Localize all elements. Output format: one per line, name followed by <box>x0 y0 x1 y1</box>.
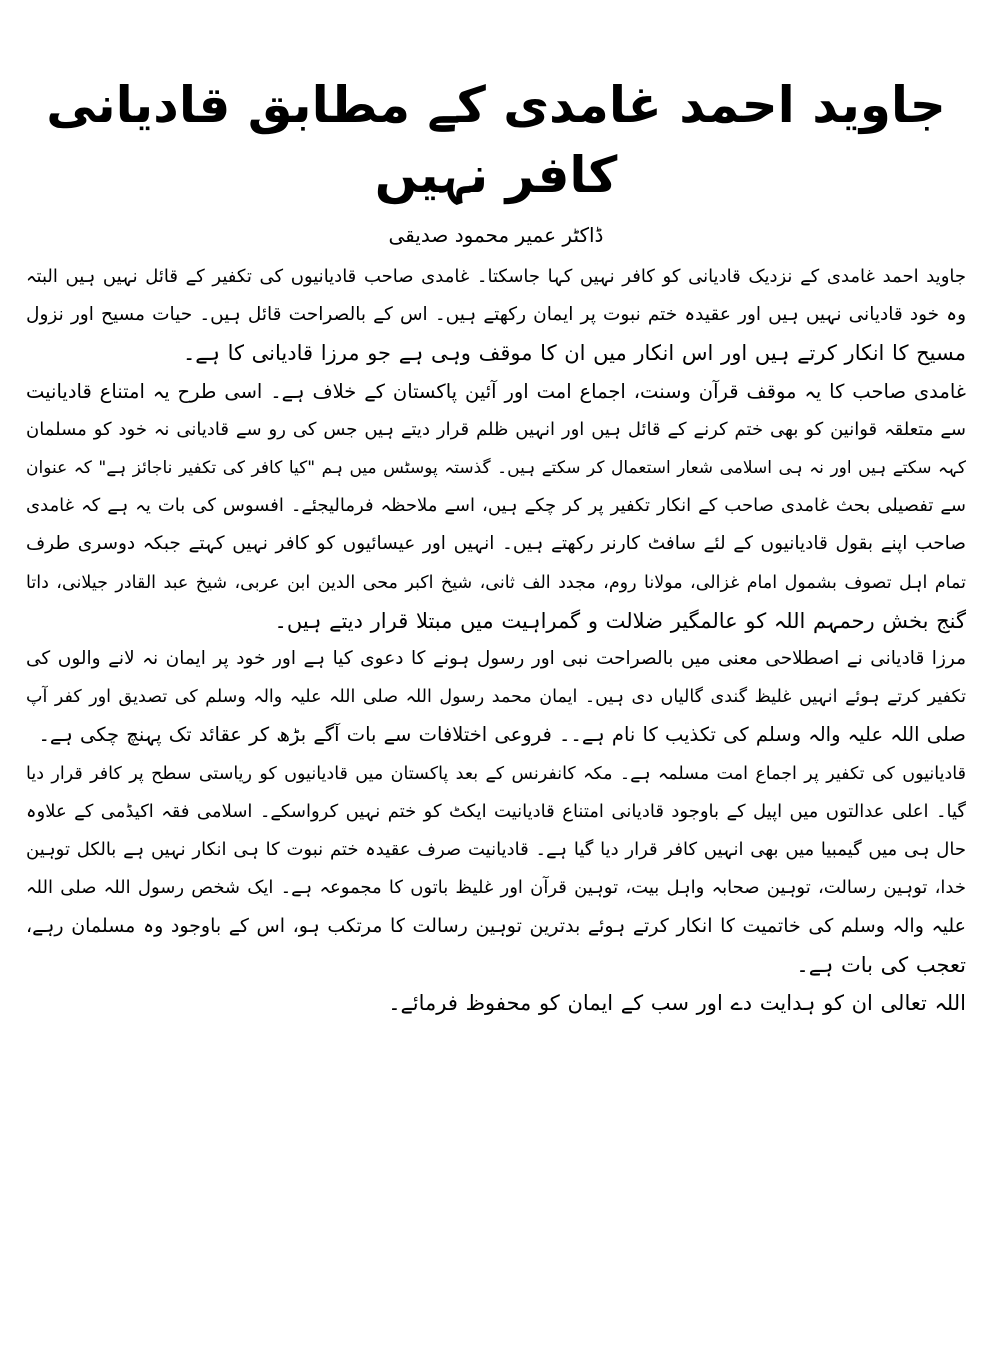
author-name: ڈاکٹر عمیر محمود صدیقی <box>388 223 604 247</box>
text-line: جاوید احمد غامدی کے نزدیک قادیانی کو کافر نہیں کہا جاسکتا۔ غامدی صاحب قادیانیوں کی تکفیر کے قائل نہیں ہیں البتہ <box>26 266 966 287</box>
text-line: اللہ تعالی ان کو ہدایت دے اور سب کے ایمان کو محفوظ فرمائے۔ <box>388 990 966 1015</box>
document-title: جاوید احمد غامدی کے مطابق قادیانی کافر نہیں <box>46 76 946 204</box>
text-line: صلی اللہ علیہ والہ وسلم کی تکذیب کا نام ہے۔۔ فروعی اختلافات سے بات آگے بڑھ کر عقائد تک پہنچ چکی ہے۔ <box>38 723 966 747</box>
document-page <box>26 70 966 1022</box>
paragraph-3 <box>26 640 966 755</box>
text-line: قادیانیوں کی تکفیر پر اجماع امت مسلمہ ہے۔ مکہ کانفرنس کے بعد پاکستان میں قادیانیوں کو ریاستی سطح پر کافر قرار دیا <box>26 763 966 784</box>
text-line: سے متعلقہ قوانین کو بھی ختم کرنے کے قائل ہیں اور انہیں ظلم قرار دیتے ہیں جس کی رو سے قادیانی نہ خود کو مسلمان <box>26 418 966 440</box>
paragraph-5-closing-prayer <box>26 984 966 1022</box>
text-line: سے تفصیلی بحث غامدی صاحب کے انکار تکفیر پر کر چکے ہیں، اسے ملاحظہ فرمالیجئے۔ افسوس کی بات یہ ہے کہ غامدی <box>26 495 966 517</box>
text-line: تمام اہل تصوف بشمول امام غزالی، مولانا روم، مجدد الف ثانی، شیخ اکبر محی الدین ابن عربی، شیخ عبد القادر جیلانی، داتا <box>26 572 966 593</box>
text-line: گنج بخش رحمہم اللہ کو عالمگیر ضلالت و گمراہیت میں مبتلا قرار دیتے ہیں۔ <box>274 608 966 633</box>
text-line: گیا۔ اعلی عدالتوں میں اپیل کے باوجود قادیانی امتناع قادیانیت ایکٹ کو ختم نہیں کرواسکے۔ اسلامی فقہ اکیڈمی کے علاوہ <box>26 800 966 822</box>
text-line: صاحب اپنے بقول قادیانیوں کے لئے سافٹ کارنر رکھتے ہیں۔ انہیں اور عیسائیوں کو کافر نہیں کہتے جبکہ دوسری طرف <box>26 533 966 555</box>
text-line: تعجب کی بات ہے۔ <box>796 952 966 977</box>
text-line: خدا، توہین رسالت، توہین صحابہ واہل بیت، توہین قرآن اور غلیظ باتوں کا مجموعہ ہے۔ ایک شخص رسول اللہ صلی اللہ <box>26 877 966 899</box>
text-line: تکفیر کرتے ہوئے انہیں غلیظ گندی گالیاں دی ہیں۔ ایمان محمد رسول اللہ صلی اللہ علیہ والہ وسلم کی تصدیق اور کفر آپ <box>26 687 966 708</box>
paragraph-4 <box>26 755 966 984</box>
text-line: کہہ سکتے ہیں اور نہ ہی اسلامی شعار استعمال کر سکتے ہیں۔ گذستہ پوسٹس میں ہم "کیا کافر کی تکفیر ناجائز ہے" کہ عنوان <box>26 458 966 479</box>
text-line: وہ خود قادیانی نہیں ہیں اور عقیدہ ختم نبوت پر ایمان رکھتے ہیں۔ اس کے بالصراحت قائل ہیں۔ حیات مسیح اور نزول <box>26 304 966 326</box>
paragraph-1 <box>26 258 966 373</box>
paragraph-2 <box>26 373 966 640</box>
text-line: مرزا قادیانی نے اصطلاحی معنی میں بالصراحت نبی اور رسول ہونے کا دعوی کیا ہے اور خود پر ایمان نہ لانے والوں کی <box>26 648 966 670</box>
text-line: مسیح کا انکار کرتے ہیں اور اس انکار میں ان کا موقف وہی ہے جو مرزا قادیانی کا ہے۔ <box>183 341 966 366</box>
text-line: حال ہی میں گیمبیا میں بھی انہیں کافر قرار دیا گیا ہے۔ قادیانیت صرف عقیدہ ختم نبوت کا ہی انکار نہیں ہے بالکل توہین <box>26 839 966 861</box>
text-line: غامدی صاحب کا یہ موقف قرآن وسنت، اجماع امت اور آئین پاکستان کے خلاف ہے۔ اسی طرح یہ امتناع قادیانیت <box>26 379 966 403</box>
text-line: علیہ والہ وسلم کی خاتمیت کا انکار کرتے ہوئے بدترین توہین رسالت کا مرتکب ہو، اس کے باوجود وہ مسلمان رہے، <box>26 915 966 938</box>
